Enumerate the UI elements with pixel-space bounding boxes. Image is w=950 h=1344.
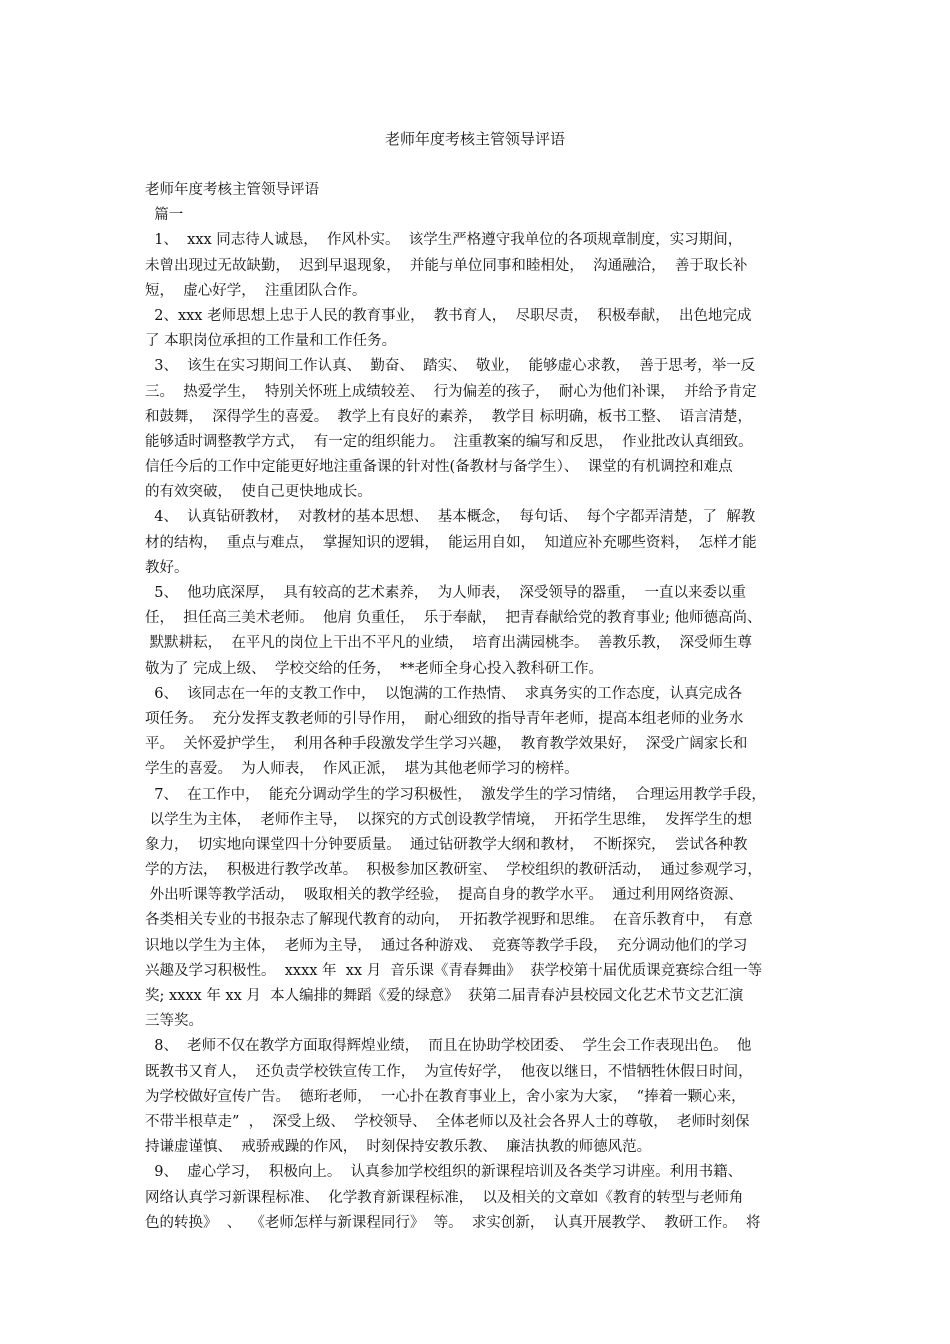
text-line: 了 本职岗位承担的工作量和工作任务。 (145, 333, 397, 350)
text-line: 既教书又育人， 还负责学校铁宣传工作， 为宣传好学， 他夜以继日，不惜牺牲休假日时间， (145, 1063, 753, 1080)
text-line: 能够适时调整教学方式， 有一定的组织能力。 注重教案的编写和反思， 作业批改认真细致。 (145, 433, 753, 450)
text-line: 3、 该生在实习期间工作认真、 勤奋、 踏实、 敬业， 能够虚心求教， 善于思考，举一反 (145, 358, 756, 375)
text-line: 未曾出现过无故缺勤， 迟到早退现象， 并能与单位同事和睦相处， 沟通融洽， 善于取长补 (145, 257, 748, 274)
text-line: 的有效突破， 使自己更快地成长。 (145, 484, 372, 501)
text-line: 奖; xxxx 年 xx 月 本人编排的舞蹈《爱的绿意》 获第二届青春泸县校园文化艺术节文艺汇演 (145, 988, 744, 1004)
text-line: 信任今后的工作中定能更好地注重备课的针对性(备教材与备学生）、 课堂的有机调控和难点 (145, 459, 733, 476)
text-line: 教好。 (145, 559, 189, 576)
text-line: 外出听课等教学活动， 吸取相关的教学经验， 提高自身的教学水平。 通过利用网络资源、 (145, 887, 743, 904)
document-title: 老师年度考核主管领导评语 (384, 130, 565, 148)
text-line: 三等奖。 (145, 1013, 203, 1030)
text-line: 篇一 (145, 207, 184, 224)
text-line: 老师年度考核主管领导评语 (145, 182, 319, 198)
text-line: 平。 关怀爱护学生， 利用各种手段激发学生学习兴趣， 教育教学效果好， 深受广阔家长和 (145, 736, 748, 753)
text-line: 和鼓舞， 深得学生的喜爱。 教学上有良好的素养， 教学目 标明确，板书工整、 语言清楚， (145, 408, 752, 425)
text-line: 不带半根草走” ， 深受上级、 学校领导、 全体老师以及社会各界人士的尊敬， 老师时刻保 (145, 1113, 750, 1130)
text-line: 为学校做好宣传广告。 德珩老师， 一心扑在教育事业上，舍小家为大家， “捧着一颗心来， (145, 1088, 746, 1105)
text-line: 学的方法， 积极进行教学改革。 积极参加区教研室、 学校组织的教研活动， 通过参观学习， (145, 862, 762, 879)
text-line: 1、 xxx 同志待人诚恳， 作风朴实。 该学生严格遵守我单位的各项规章制度，实习期间， (145, 232, 743, 249)
text-line: 识地以学生为主体， 老师为主导， 通过各种游戏、 竞赛等教学手段， 充分调动他们的学习 (145, 937, 748, 954)
text-line: 2、xxx 老师思想上忠于人民的教育事业， 教书育人， 尽职尽责， 积极奉献， 出色地完成 (145, 307, 752, 324)
text-line: 各类相关专业的书报杂志了解现代教育的动向， 开拓教学视野和思维。 在音乐教育中， 有意 (145, 912, 753, 929)
text-line: 材的结构， 重点与难点， 掌握知识的逻辑， 能运用自如， 知道应补充哪些资料， 怎样才能 (145, 534, 757, 551)
text-line: 持谦虚谨慎、 戒骄戒躁的作风， 时刻保持安教乐教、 廉洁执教的师德风范。 (145, 1139, 652, 1156)
text-line: 以学生为主体， 老师作主导， 以探究的方式创设教学情境， 开拓学生思维， 发挥学生的想 (145, 811, 752, 828)
text-line: 8、 老师不仅在教学方面取得辉煌业绩， 而且在协助学校团委、 学生会工作表现出色。 他 (145, 1038, 752, 1055)
document-body (145, 178, 807, 1236)
text-line: 9、 虚心学习， 积极向上。 认真参加学校组织的新课程培训及各类学习讲座。利用书籍、 (145, 1164, 743, 1181)
text-line: 项任务。 充分发挥支教老师的引导作用， 耐心细致的指导青年老师，提高本组老师的业务水 (145, 710, 744, 727)
text-line: 三。 热爱学生， 特别关怀班上成绩较差、 行为偏差的孩子， 耐心为他们补课， 并给予肯定 (145, 383, 757, 400)
text-line: 兴趣及学习积极性。 xxxx 年 xx 月 音乐课《青春舞曲》 获学校第十届优质课竞赛综合组一等 (145, 962, 763, 979)
text-line: 象力， 切实地向课堂四十分钟要质量。 通过钻研教学大纲和教材， 不断探究， 尝试各种教 (145, 836, 748, 853)
text-line: 7、 在工作中， 能充分调动学生的学习积极性， 激发学生的学习情绪， 合理运用教学手段， (145, 786, 766, 803)
text-line: 5、 他功底深厚， 具有较高的艺术素养， 为人师表， 深受领导的器重， 一直以来委以重 (145, 585, 747, 601)
text-line: 敬为了 完成上级、 学校交给的任务， **老师全身心投入教科研工作。 (145, 660, 604, 677)
text-line: 任， 担任高三美术老师。 他肩 负重任， 乐于奉献， 把青春献给党的教育事业; 他师德高尚、 (145, 610, 762, 627)
text-line: 4、 认真钻研教材， 对教材的基本思想、 基本概念， 每句话、 每个字都弄清楚，了 解教 (145, 509, 756, 526)
text-line: 默默耕耘， 在平凡的岗位上干出不平凡的业绩， 培育出满园桃李。 善教乐教， 深受师生尊 (145, 635, 752, 652)
text-line: 短， 虚心好学， 注重团队合作。 (145, 282, 367, 299)
text-line: 网络认真学习新课程标准、 化学教育新课程标准， 以及相关的文章如《教育的转型与老师角 (145, 1189, 744, 1206)
text-line: 学生的喜爱。 为人师表， 作风正派， 堪为其他老师学习的榜样。 (145, 761, 579, 778)
text-line: 色的转换》 、 《老师怎样与新课程同行》 等。 求实创新， 认真开展教学、 教研工作。 将 (145, 1214, 761, 1231)
text-line: 6、 该同志在一年的支教工作中， 以饱满的工作热情、 求真务实的工作态度，认真完成各 (145, 685, 743, 702)
